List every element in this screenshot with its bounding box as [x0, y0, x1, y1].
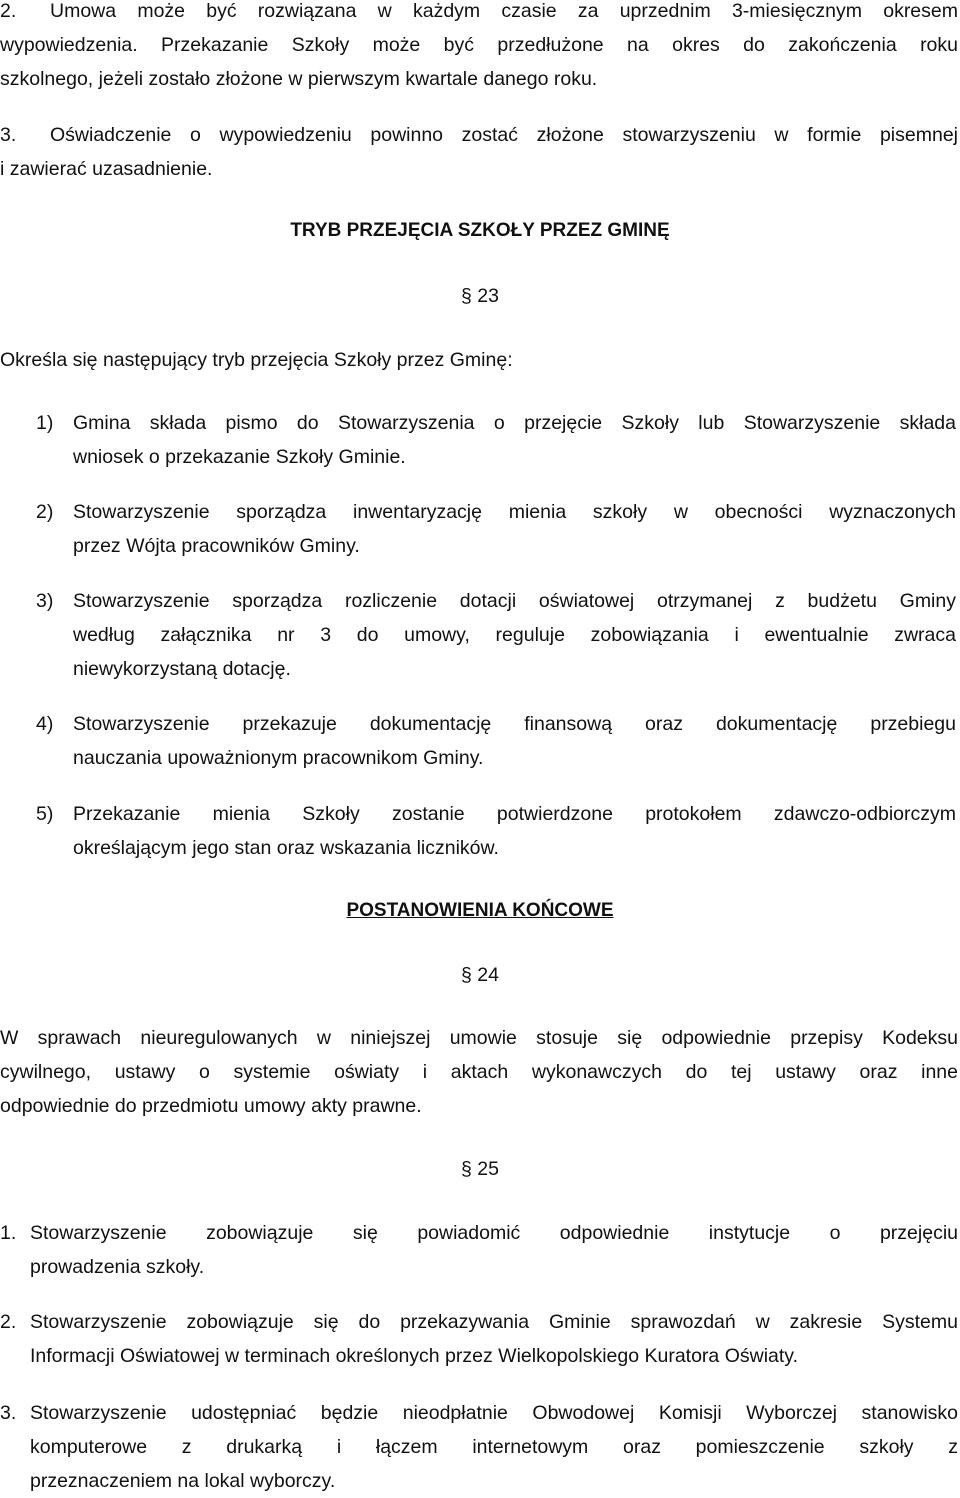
item-line: Informacji Oświatowej w terminach określonych przez Wielkopolskiego Kuratora Oświaty. [30, 1345, 799, 1367]
item-line: Stowarzyszenie zobowiązuje się powiadomić odpowiednie instytucje o przejęciu [30, 1222, 958, 1244]
item-number: 2) [36, 501, 54, 523]
item-line: Przekazanie mienia Szkoły zostanie potwierdzone protokołem zdawczo-odbiorczym [73, 803, 956, 825]
paragraph-number: 24 [477, 964, 499, 986]
paragraph-24-body [0, 1021, 958, 1123]
section-intro: Określa się następujący tryb przejęcia Szkoły przez Gminę: [0, 349, 513, 371]
item-number: 3. [0, 1402, 17, 1424]
item-line: niewykorzystaną dotację. [73, 658, 291, 680]
item-line: Stowarzyszenie udostępniać będzie nieodpłatnie Obwodowej Komisji Wyborczej stanowisko [30, 1402, 958, 1424]
item-number: 5) [36, 803, 54, 825]
paragraph-number: 23 [477, 285, 499, 307]
list-item-1 [36, 406, 956, 474]
item-number: 1. [0, 1222, 17, 1244]
item-line: wniosek o przekazanie Szkoły Gminie. [73, 446, 406, 468]
paragraph-sign-icon: § [461, 964, 478, 986]
item-line: komputerowe z drukarką i łączem internetowym oraz pomieszczenie szkoły z [30, 1436, 958, 1458]
item-line: Stowarzyszenie sporządza inwentaryzację mienia szkoły w obecności wyznaczonych [73, 501, 956, 523]
item-line: nauczania upoważnionym pracownikom Gminy. [73, 747, 484, 769]
item-line: Stowarzyszenie zobowiązuje się do przekazywania Gminie sprawozdań w zakresie Systemu [30, 1311, 958, 1333]
item-number: 4) [36, 713, 54, 735]
body-line: W sprawach nieuregulowanych w niniejszej umowie stosuje się odpowiednie przepisy Kodeksu [0, 1027, 958, 1049]
item-line: Stowarzyszenie przekazuje dokumentację finansową oraz dokumentację przebiegu [73, 713, 956, 735]
paragraph-sign-icon: § [461, 285, 478, 307]
item-number: 3) [36, 590, 54, 612]
paragraph-25 [0, 1152, 960, 1186]
item-line: według załącznika nr 3 do umowy, reguluje zobowiązania i ewentualnie zwraca [73, 624, 956, 646]
list-item-4 [36, 707, 956, 775]
item-number: 2. [0, 0, 17, 22]
p25-item-1 [0, 1216, 958, 1284]
item-line: Gmina składa pismo do Stowarzyszenia o przejęcie Szkoły lub Stowarzyszenie składa [73, 412, 956, 434]
item-line: Stowarzyszenie sporządza rozliczenie dotacji oświatowej otrzymanej z budżetu Gminy [73, 590, 956, 612]
paragraph-number: 25 [477, 1158, 499, 1180]
top-item-2 [0, 0, 958, 96]
item-line: wypowiedzenia. Przekazanie Szkoły może być przedłużone na okres do zakończenia roku [0, 34, 958, 56]
item-line: przez Wójta pracowników Gminy. [73, 535, 360, 557]
item-line: szkolnego, jeżeli zostało złożone w pierwszym kwartale danego roku. [0, 68, 598, 90]
item-line: i zawierać uzasadnienie. [0, 158, 213, 180]
paragraph-sign-icon: § [461, 1158, 478, 1180]
item-number: 2. [0, 1311, 17, 1333]
list-item-3 [36, 584, 956, 686]
body-line: cywilnego, ustawy o systemie oświaty i aktach wykonawczych do tej ustawy oraz inne [0, 1061, 958, 1083]
paragraph-24 [0, 958, 960, 992]
item-line: Oświadczenie o wypowiedzeniu powinno zostać złożone stowarzyszeniu w formie pisemnej [50, 124, 958, 146]
item-line: Umowa może być rozwiązana w każdym czasie za uprzednim 3-miesięcznym okresem [50, 0, 958, 22]
section-heading-tryb: TRYB PRZEJĘCIA SZKOŁY PRZEZ GMINĘ [290, 220, 670, 241]
section-heading-postanowienia: POSTANOWIENIA KOŃCOWE [346, 900, 614, 921]
item-line: prowadzenia szkoły. [30, 1256, 205, 1278]
p25-item-3 [0, 1396, 958, 1498]
list-item-2 [36, 495, 956, 563]
p25-item-2 [0, 1305, 958, 1373]
list-item-5 [36, 797, 956, 865]
paragraph-23 [0, 279, 960, 313]
body-line: odpowiednie do przedmiotu umowy akty prawne. [0, 1095, 422, 1117]
item-number: 1) [36, 412, 54, 434]
top-item-3 [0, 118, 958, 186]
item-line: określającym jego stan oraz wskazania liczników. [73, 837, 499, 859]
item-line: przeznaczeniem na lokal wyborczy. [30, 1470, 336, 1492]
item-number: 3. [0, 124, 17, 146]
